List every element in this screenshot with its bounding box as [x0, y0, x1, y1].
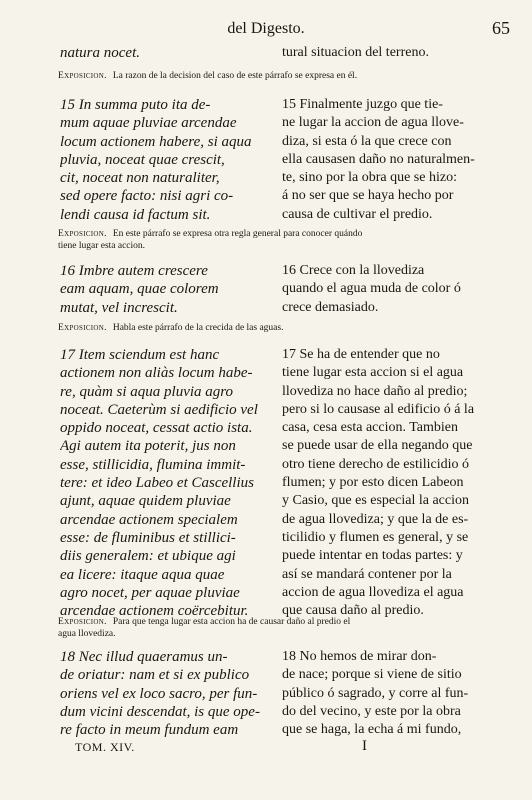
spanish-text — [282, 648, 490, 739]
note-label: Exposicion. — [58, 617, 107, 627]
page-number: 65 — [492, 18, 510, 38]
spanish-line: 15 Finalmente juzgo que tie- — [282, 97, 443, 112]
spanish-line: así se mandará contener por la — [282, 566, 452, 582]
spanish-line: crece demasiado. — [282, 299, 379, 315]
spanish-line: quando el agua muda de color ó — [282, 281, 461, 297]
latin-text — [60, 262, 265, 317]
spanish-line: tiene lugar esta accion si el agua — [282, 365, 464, 381]
latin-text — [60, 96, 265, 224]
latin-line: eam aquam, quae colorem — [60, 281, 219, 298]
signature-mark: TOM. XIV. — [75, 740, 135, 754]
spanish-line: ticilidio y flumen es general, y se — [282, 529, 469, 545]
paragraph-15 — [60, 96, 490, 224]
latin-line: 17 Item sciendum est hanc — [60, 347, 220, 363]
note-text: En este párrafo se expresa otra regla general para conocer quándo — [112, 229, 363, 239]
latin-line: esse, stillicidia, flumina immit- — [60, 456, 246, 473]
spanish-line: de agua llovediza; y que la de es- — [282, 511, 469, 527]
latin-line: re, quàm si aqua pluvia agro — [60, 383, 234, 400]
latin-line: cit, noceat non naturaliter, — [60, 170, 220, 187]
running-head: del Digesto. — [227, 20, 305, 37]
exposicion-note-3 — [58, 322, 498, 334]
latin-line: sed opere facto: nisi agri co- — [60, 188, 234, 205]
spanish-line: puede intentar en todas partes: y — [282, 548, 463, 564]
spanish-text — [282, 346, 490, 620]
spanish-line: se puede usar de ella negando que — [282, 438, 473, 454]
exposicion-note-4 — [58, 616, 498, 640]
latin-line: arcendae actionem specialem — [60, 511, 238, 528]
latin-line: locum actionem habere, si aqua — [60, 133, 252, 150]
spanish-text — [282, 96, 490, 224]
paragraph-16 — [60, 262, 490, 317]
spanish-line: casa, cesa esta accion. Tambien — [282, 420, 459, 436]
latin-line: esse: de fluminibus et stillici- — [60, 529, 236, 546]
latin-line: pluvia, noceat quae crescit, — [60, 151, 225, 168]
spanish-line: ne lugar la accion de agua llove- — [282, 115, 464, 131]
latin-line: mum aquae pluviae arcendae — [60, 115, 237, 132]
spanish-line: á no ser que se haya hecho por — [282, 188, 454, 204]
latin-line: dum vicini descendat, is que ope- — [60, 703, 260, 720]
spanish-line: pero si lo causase al edificio ó á la — [282, 401, 475, 417]
latin-line: tere: et ideo Labeo et Cascellius — [60, 475, 254, 492]
latin-line: oriens vel ex loco sacro, per fun- — [60, 685, 258, 702]
latin-line: arcendae actionem coërcebitur. — [60, 603, 249, 620]
note-label: Exposicion. — [58, 71, 107, 81]
latin-text — [60, 648, 265, 739]
carryover-latin: natura nocet. — [60, 45, 140, 61]
spanish-text — [282, 262, 490, 317]
latin-line: 18 Nec illud quaeramus un- — [60, 649, 228, 665]
spanish-line: llovediza no hace daño al predio; — [282, 383, 468, 399]
spanish-line: que se haga, la echa á mi fundo, — [282, 722, 462, 738]
gathering-mark: I — [362, 738, 367, 754]
spanish-line: diza, si esta ó la que crece con — [282, 133, 452, 149]
spanish-line: 18 No hemos de mirar don- — [282, 649, 437, 664]
note-text: tiene lugar esta accion. — [58, 241, 146, 251]
latin-line: de oriatur: nam et si ex publico — [60, 667, 250, 684]
spanish-line: de nace; porque si viene de sitio — [282, 667, 462, 683]
latin-line: Agi autem ita poterit, jus non — [60, 438, 236, 455]
paragraph-17 — [60, 346, 490, 620]
latin-line: lendi causa id factum sit. — [60, 206, 211, 223]
spanish-line: do del vecino, y este por la obra — [282, 703, 461, 719]
latin-line: mutat, vel increscit. — [60, 299, 178, 316]
note-text: Habla este párrafo de la crecida de las aguas. — [112, 323, 284, 333]
note-text: agua llovediza. — [58, 629, 116, 639]
latin-line: oppido noceat, cessat actio ista. — [60, 420, 253, 437]
paragraph-18 — [60, 648, 490, 739]
spanish-line: te, sino por la obra que se hizo: — [282, 170, 457, 186]
spanish-line: otro tiene derecho de estilicidio ó — [282, 456, 469, 472]
spanish-line: 17 Se ha de entender que no — [282, 347, 440, 362]
latin-line: ea licere: itaque aqua quae — [60, 566, 225, 583]
carryover-spanish: tural situacion del terreno. — [282, 45, 429, 60]
latin-line: ajunt, aquae quidem pluviae — [60, 493, 231, 510]
spanish-line: causa de cultivar el predio. — [282, 206, 433, 222]
latin-line: 15 In summa puto ita de- — [60, 97, 211, 113]
latin-line: agro nocet, per aquae pluviae — [60, 584, 240, 601]
carryover-row — [60, 44, 490, 62]
spanish-line: y Casio, que es especial la accion — [282, 493, 469, 509]
exposicion-note-1 — [58, 70, 498, 82]
note-text: Para que tenga lugar esta accion ha de causar daño al predio el — [112, 617, 351, 627]
spanish-line: que causa daño al predio. — [282, 603, 424, 619]
latin-text — [60, 346, 265, 620]
spanish-line: flumen; y por esto dicen Labeon — [282, 475, 464, 491]
spanish-line: accion de agua llovediza el agua — [282, 584, 464, 600]
note-text: La razon de la decision del caso de este párrafo se expresa en él. — [112, 71, 358, 81]
latin-line: noceat. Caeterùm si aedificio vel — [60, 401, 258, 418]
note-label: Exposicion. — [58, 323, 107, 333]
spanish-line: ella causasen daño no naturalmen- — [282, 151, 475, 167]
exposicion-note-2 — [58, 228, 498, 252]
latin-line: diis generalem: et ubique agi — [60, 548, 236, 565]
latin-line: 16 Imbre autem crescere — [60, 263, 208, 279]
note-label: Exposicion. — [58, 229, 107, 239]
spanish-line: público ó sagrado, y corre al fun- — [282, 685, 469, 701]
latin-line: re facto in meum fundum eam — [60, 722, 239, 739]
spanish-line: 16 Crece con la llovediza — [282, 263, 425, 278]
latin-line: actionem non aliàs locum habe- — [60, 365, 253, 382]
